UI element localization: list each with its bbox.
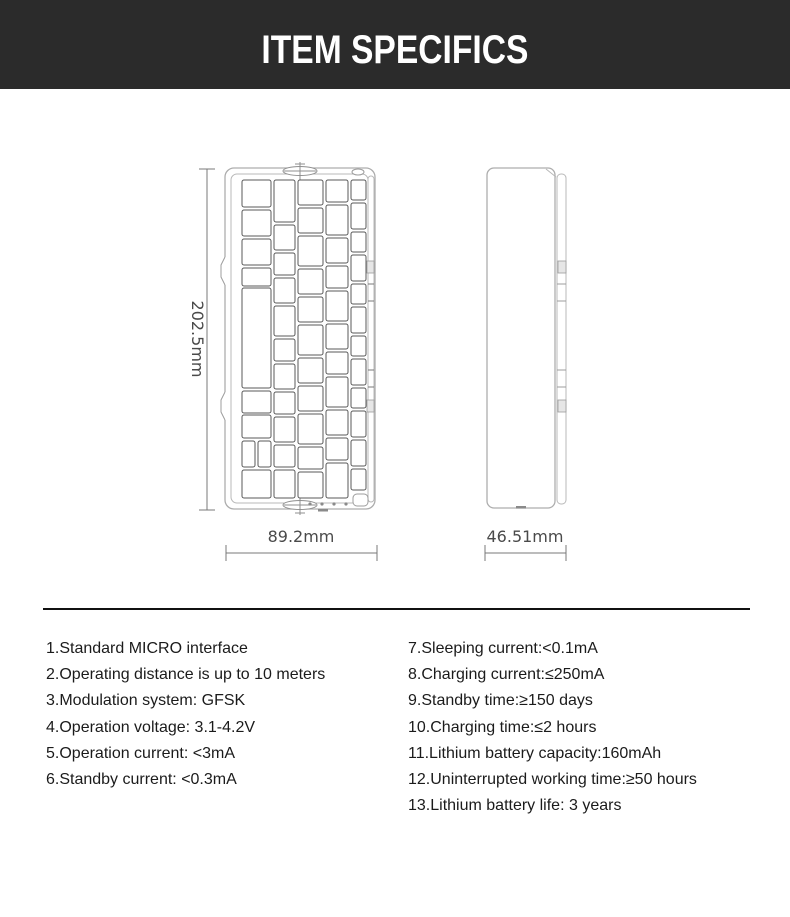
left-clasp-tab — [221, 257, 225, 285]
spec-item: 9.Standby time:≥150 days — [408, 692, 593, 710]
spec-item: 10.Charging time:≤2 hours — [408, 718, 597, 736]
spec-item: 2.Operating distance is up to 10 meters — [46, 666, 326, 684]
spec-item: 12.Uninterrupted working time:≥50 hours — [408, 771, 697, 789]
page-title: ITEM SPECIFICS — [261, 28, 529, 72]
width-dimension — [226, 527, 377, 561]
height-dimension-label: 202.5mm — [188, 300, 207, 378]
spec-item: 11.Lithium battery capacity:160mAh — [408, 744, 662, 762]
spec-item: 8.Charging current:≤250mA — [408, 666, 605, 684]
screw-slot-icon — [352, 169, 364, 175]
spec-item: 3.Modulation system: GFSK — [46, 692, 246, 710]
keyboard-top-view-drawing — [221, 162, 375, 515]
specs-list-right — [408, 636, 768, 819]
spec-item: 6.Standby current: <0.3mA — [46, 771, 237, 789]
width-dimension-label: 89.2mm — [267, 527, 335, 546]
spec-item: 4.Operation voltage: 3.1-4.2V — [46, 718, 256, 736]
rubber-foot — [516, 506, 526, 509]
side-width-dimension-label: 46.51mm — [486, 527, 564, 546]
height-dimension — [188, 169, 215, 510]
keycap-grid — [242, 180, 366, 498]
specs-list-left — [46, 636, 386, 793]
spec-item: 1.Standard MICRO interface — [46, 640, 248, 657]
rubber-foot — [318, 509, 328, 512]
corner-button-icon — [353, 494, 368, 506]
side-rail — [557, 174, 566, 504]
spec-item: 13.Lithium battery life: 3 years — [408, 797, 622, 815]
keyboard-side-view-drawing — [487, 168, 566, 509]
separator-line — [43, 608, 750, 610]
left-clasp-tab — [221, 392, 225, 420]
side-width-dimension — [485, 527, 566, 561]
spec-item: 7.Sleeping current:<0.1mA — [408, 640, 598, 657]
spec-item: 5.Operation current: <3mA — [46, 744, 235, 762]
